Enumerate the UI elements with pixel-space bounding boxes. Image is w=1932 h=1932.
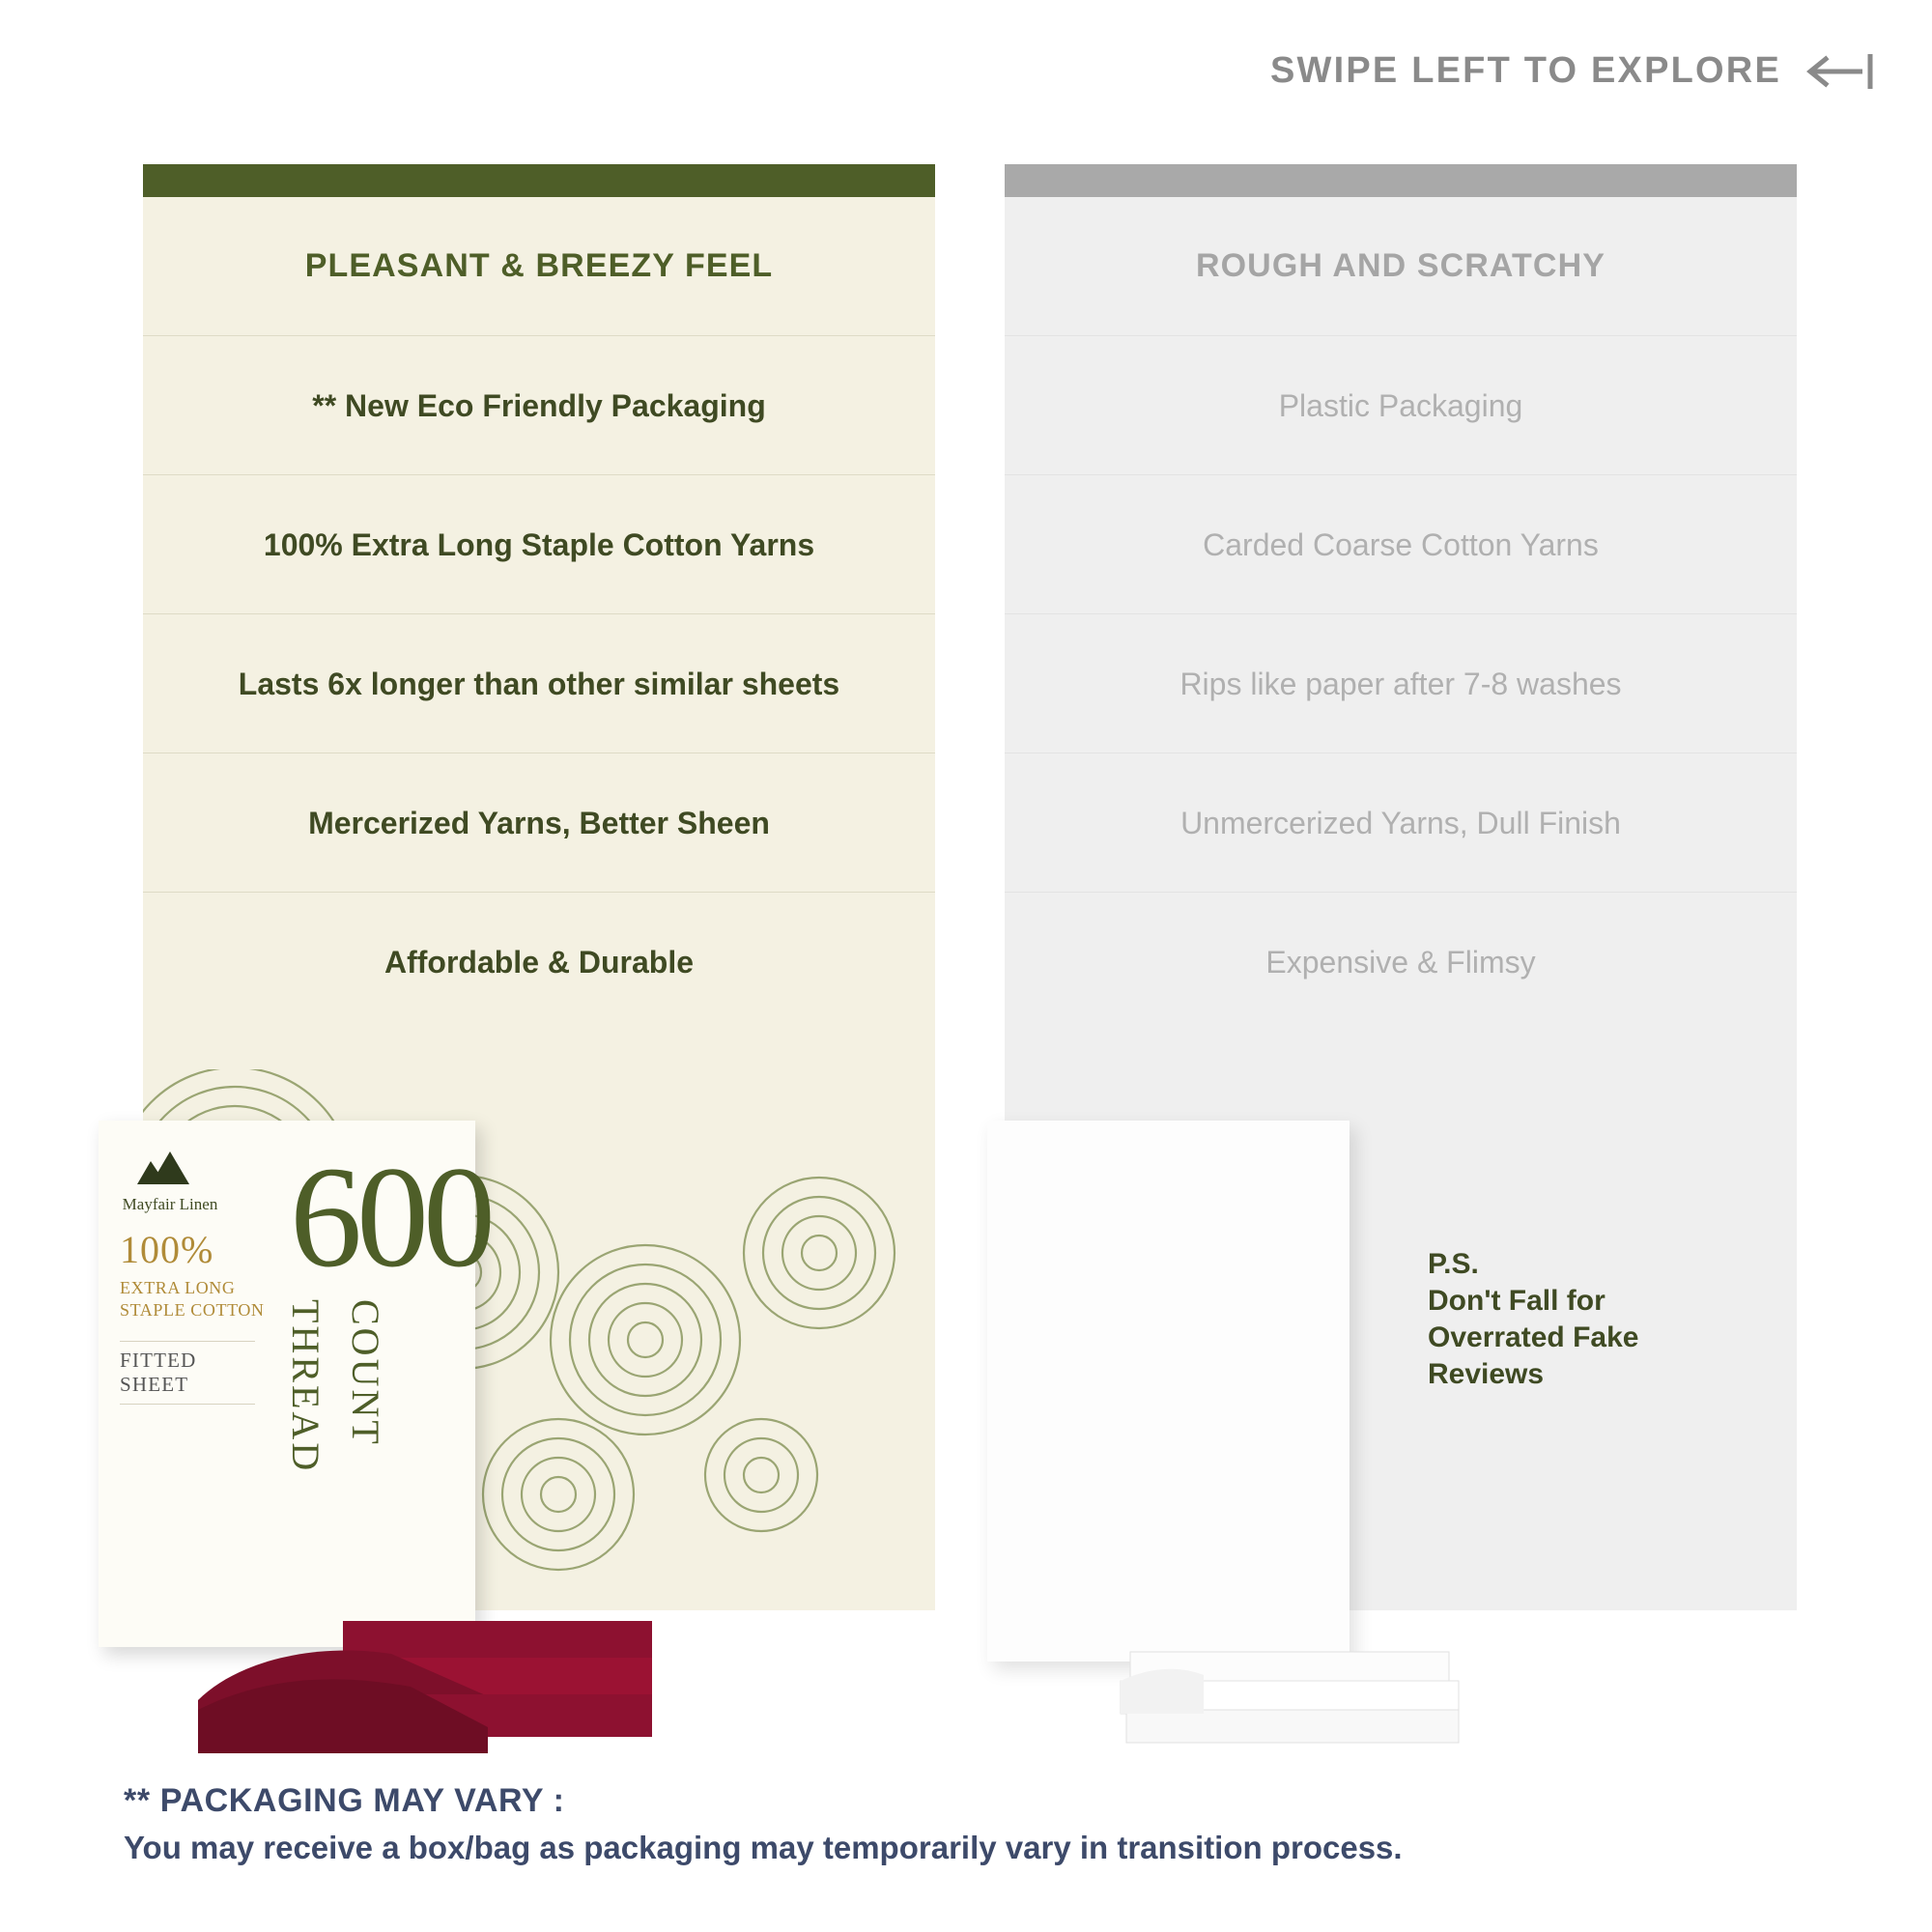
ps-line2: Overrated Fake <box>1428 1321 1639 1354</box>
feature-right-2: Carded Coarse Cotton Yarns <box>1203 526 1599 562</box>
footer-line-1: ** PACKAGING MAY VARY : <box>124 1782 565 1819</box>
feature-left-5: Affordable & Durable <box>384 945 695 980</box>
ps-note <box>1428 1246 1638 1393</box>
table-row <box>143 475 935 614</box>
swipe-banner <box>1270 50 1874 92</box>
package-material-line2: STAPLE COTTON <box>120 1299 265 1320</box>
column-body-left <box>143 197 935 1032</box>
table-row <box>143 197 935 336</box>
red-folded-sheets-image <box>198 1604 652 1758</box>
ps-title: P.S. <box>1428 1248 1479 1280</box>
table-row <box>1005 753 1797 893</box>
feature-right-4: Unmercerized Yarns, Dull Finish <box>1180 805 1621 840</box>
table-row <box>143 336 935 475</box>
arrow-left-icon <box>1803 52 1874 91</box>
table-row <box>1005 197 1797 336</box>
feature-left-2: 100% Extra Long Staple Cotton Yarns <box>263 526 815 562</box>
table-row <box>143 753 935 893</box>
brand-name: Mayfair Linen <box>122 1195 218 1213</box>
table-row <box>1005 614 1797 753</box>
footer-note <box>124 1782 1814 1866</box>
package-material-line1: EXTRA LONG <box>120 1278 236 1297</box>
white-folded-sheets-image <box>1111 1633 1478 1758</box>
brand-logo <box>120 1148 220 1214</box>
ps-line1: Don't Fall for <box>1428 1285 1605 1318</box>
table-row <box>143 893 935 1032</box>
table-row <box>1005 336 1797 475</box>
mountain-logo-icon <box>135 1148 205 1188</box>
table-row <box>1005 893 1797 1032</box>
column-body-right <box>1005 197 1797 1032</box>
table-row <box>1005 475 1797 614</box>
feature-left-3: Lasts 6x longer than other similar sheets <box>238 666 840 701</box>
column-heading-left: PLEASANT & BREEZY FEEL <box>304 247 774 284</box>
package-item-type: FITTED SHEET <box>120 1341 255 1405</box>
comparison-column-left <box>143 164 935 1032</box>
package-thread-word: THREAD <box>284 1299 327 1474</box>
feature-right-1: Plastic Packaging <box>1278 387 1523 423</box>
feature-left-4: Mercerized Yarns, Better Sheen <box>308 805 770 840</box>
footer-line-2: You may receive a box/bag as packaging may temporarily vary in transition process. <box>124 1830 1403 1865</box>
package-percent: 100% <box>120 1228 214 1271</box>
column-accent-bar-right <box>1005 164 1797 197</box>
column-accent-bar-left <box>143 164 935 197</box>
feature-right-3: Rips like paper after 7-8 washes <box>1179 666 1622 701</box>
feature-right-5: Expensive & Flimsy <box>1265 945 1536 980</box>
other-brand-blank-package <box>987 1121 1350 1662</box>
package-thread-number: 600 <box>290 1137 490 1297</box>
ps-line3: Reviews <box>1428 1358 1545 1391</box>
swipe-banner-label: SWIPE LEFT TO EXPLORE <box>1270 50 1781 91</box>
product-package <box>99 1121 490 1647</box>
package-material <box>120 1277 265 1321</box>
table-row <box>143 614 935 753</box>
package-count-word: COUNT <box>344 1299 387 1447</box>
feature-left-1: ** New Eco Friendly Packaging <box>312 387 766 423</box>
column-heading-right: ROUGH AND SCRATCHY <box>1195 247 1605 284</box>
comparison-column-right <box>1005 164 1797 1032</box>
